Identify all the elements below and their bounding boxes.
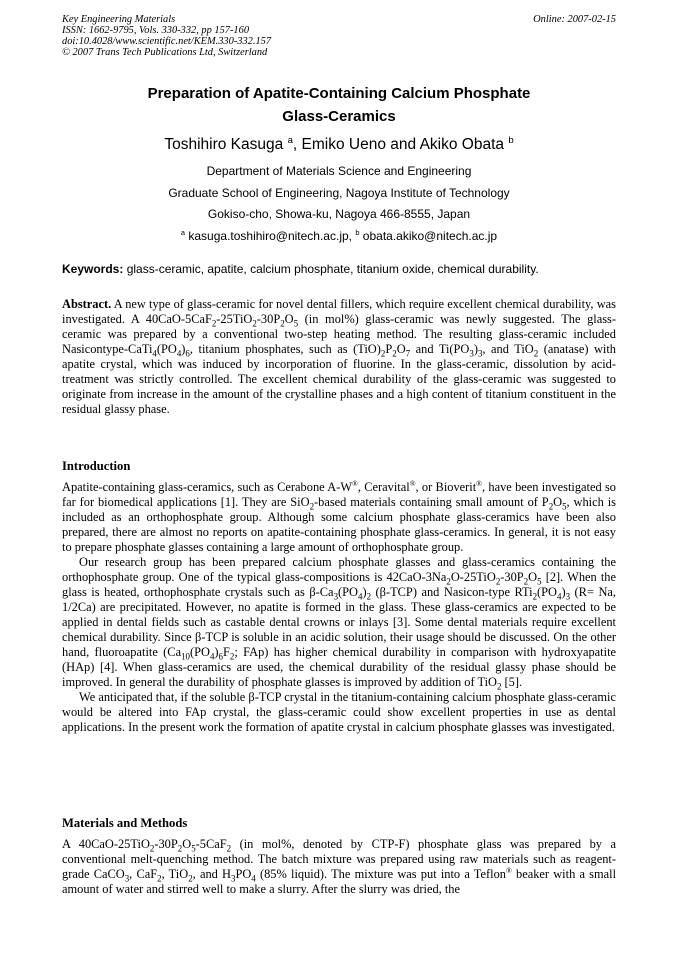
subscript: 2	[392, 348, 397, 359]
intro-paragraph-1	[62, 480, 616, 555]
abstract-text: O	[284, 312, 294, 326]
intro-text: Our research group has been prepared calcium phosphate glasses and glass-ceramics containing the orthophosphate group. One of the typical glass-compositions is 42CaO-3Na	[62, 555, 616, 584]
email-mark-a: a	[180, 228, 186, 237]
intro-text: , Ceravital	[357, 480, 410, 494]
abstract-text: -30P	[256, 312, 281, 326]
registered-mark: ®	[476, 478, 483, 488]
abstract-text: O	[396, 342, 406, 356]
intro-text: [2]. When the glass is heated, orthophosphate crystals such as β-Ca	[62, 570, 616, 599]
subscript: 2	[252, 318, 257, 329]
subscript: 3	[333, 591, 339, 602]
subscript: 2	[188, 873, 193, 884]
subscript: 2	[446, 576, 451, 587]
subscript: 4	[556, 591, 562, 602]
subscript: 6	[218, 651, 223, 662]
methods-paragraph-1	[62, 837, 616, 897]
methods-text: O	[182, 837, 192, 851]
methods-text: , and H	[192, 867, 231, 881]
intro-text: Apatite-containing glass-ceramics, such as Cerabone A-W	[62, 480, 353, 494]
subscript: 3	[231, 873, 236, 884]
subscript: 3	[124, 873, 130, 884]
methods-text: PO	[235, 867, 252, 881]
journal-header	[62, 14, 616, 58]
affiliation-mark-b: b	[508, 134, 514, 146]
online-date: Online: 2007-02-15	[533, 14, 616, 25]
email-obata: obata.akiko@nitech.ac.jp	[359, 229, 498, 243]
methods-text: (85% liquid). The mixture was put into a Teflon	[255, 867, 506, 881]
subscript: 2	[548, 501, 554, 512]
abstract-label: Abstract.	[62, 297, 112, 311]
subscript: 4	[251, 873, 256, 884]
doi-line: doi:10.4028/www.scientific.net/KEM.330-332.157	[62, 36, 272, 47]
section-heading-methods: Materials and Methods	[62, 816, 188, 830]
affiliation-mark-a: a	[287, 134, 293, 146]
subscript: 2	[211, 318, 217, 329]
abstract-text: P	[385, 342, 393, 356]
subscript: 2	[280, 318, 285, 329]
title-line-1: Preparation of Apatite-Containing Calcium Phosphate	[147, 85, 531, 102]
author-list	[62, 135, 616, 155]
methods-text: , TiO	[161, 867, 189, 881]
subscript: 4	[152, 348, 157, 359]
intro-text: -based materials containing small amount of P	[314, 495, 549, 509]
abstract-text: (PO	[156, 342, 177, 356]
registered-mark: ®	[505, 865, 512, 875]
abstract-text: A new type of glass-ceramic for novel dental fillers, which require excellent chemical durability, was investigated. A 40CaO-5CaF	[62, 297, 616, 326]
intro-text: )	[214, 645, 219, 659]
methods-text: , CaF	[129, 867, 158, 881]
journal-name: Key Engineering Materials	[62, 14, 176, 25]
abstract-text: , titanium phosphates, such as (TiO)	[189, 342, 381, 356]
author-kasuga: Toshihiro Kasuga	[164, 136, 284, 153]
abstract-text: (anatase) with apatite crystal, which was induced by incorporation of fluorine. In the glass-ceramic, dissolution by acid-treatment was strictly controlled. The excellent chemical durability of the glass-ceramic was suggested to originate from increase in the amount of the crystalline phases and a high content of titanium constituent in the residual glassy phase.	[62, 342, 616, 416]
subscript: 2	[309, 501, 315, 512]
abstract-text: , and TiO	[482, 342, 534, 356]
intro-text: O	[553, 495, 563, 509]
intro-text: O	[528, 570, 538, 584]
abstract	[62, 297, 616, 417]
subscript: 2	[366, 591, 372, 602]
subscript: 2	[523, 576, 529, 587]
intro-text: )	[362, 585, 367, 599]
subscript: 10	[181, 651, 190, 662]
subscript: 2	[226, 843, 232, 854]
author-others: , Emiko Ueno and Akiko Obata	[292, 136, 504, 153]
subscript: 2	[177, 843, 183, 854]
intro-text: (PO	[189, 645, 210, 659]
subscript: 3	[469, 348, 474, 359]
affiliation-department: Department of Materials Science and Engineering	[206, 164, 472, 178]
intro-text: (β-TCP) and Nasicon-type RTi	[371, 585, 533, 599]
abstract-text: )	[473, 342, 478, 356]
subscript: 2	[229, 651, 235, 662]
intro-paragraph-3: We anticipated that, if the soluble β-TCP crystal in the titanium-containing calcium phosphate glass-ceramic would be altered into FAp crystal, the glass-ceramic could show excellent properties in use as dental applications. In the present work the formation of apatite crystal in calcium phosphate glasses was investigated.	[62, 690, 616, 734]
abstract-text: and Ti(PO	[410, 342, 470, 356]
subscript: 2	[533, 348, 539, 359]
subscript: 2	[149, 843, 155, 854]
intro-text: , or Bioverit	[415, 480, 477, 494]
intro-text: O-25TiO	[450, 570, 496, 584]
subscript: 3	[477, 348, 483, 359]
methods-text: A 40CaO-25TiO	[62, 837, 150, 851]
intro-text: (PO	[338, 585, 358, 599]
intro-text: , have been investigated so far for biomedical applications [1]. They are SiO	[62, 480, 616, 509]
methods-text: -5CaF	[195, 837, 227, 851]
subscript: 2	[380, 348, 386, 359]
intro-text: (R= Na, 1/2Ca) are precipitated. However, no apatite is formed in the glass. These glass-ceramics are expected to be applied in dental fields such as castable dental crowns or inlays [3]. Some dental materials require excellent chemical durability. Since β-TCP is soluble in an acidic solution, their usage should be discussed. On the other hand, fluoroapatite (Ca	[62, 585, 616, 659]
email-mark-b: b	[355, 228, 360, 237]
intro-text: (PO	[537, 585, 557, 599]
issn-line: ISSN: 1662-9795, Vols. 330-332, pp 157-160	[62, 25, 250, 36]
subscript: 5	[293, 318, 299, 329]
registered-mark: ®	[352, 478, 358, 488]
subscript: 7	[405, 348, 411, 359]
intro-text: F	[223, 645, 230, 659]
subscript: 2	[495, 576, 501, 587]
methods-text: (in mol%, denoted by CTP-F) phosphate glass was prepared by a conventional melt-quenching method. The batch mixture was prepared using raw materials such as reagent-grade CaCO	[62, 837, 616, 881]
intro-text: [5].	[501, 675, 523, 689]
methods-text: -30P	[154, 837, 178, 851]
subscript: 3	[565, 591, 571, 602]
subscript: 4	[357, 591, 363, 602]
subscript: 4	[176, 348, 182, 359]
subscript: 2	[532, 591, 538, 602]
intro-text: , which is included as an orthophosphate group. Although some calcium phosphate glass-ceramics have been also prepared, there are almost no reports on apatite-containing phosphate glass-ceramics. In general, it is not easy to prepare phosphate glasses containing a large amount of orthophosphate group.	[62, 495, 616, 554]
abstract-text: (in mol%) glass-ceramic was newly suggested. The glass-ceramic was prepared by a conventional two-step heating method. The resulting glass-ceramic included Nasicontype-CaTi	[62, 312, 616, 356]
author-emails	[62, 229, 616, 243]
section-heading-introduction: Introduction	[62, 459, 131, 473]
keywords	[62, 262, 616, 276]
email-kasuga: kasuga.toshihiro@nitech.ac.jp,	[185, 229, 356, 243]
title-line-2: Glass-Ceramics	[282, 108, 396, 125]
subscript: 5	[191, 843, 196, 854]
intro-text: )	[561, 585, 566, 599]
copyright-line: © 2007 Trans Tech Publications Ltd, Switzerland	[62, 47, 268, 58]
keywords-text: glass-ceramic, apatite, calcium phosphate, titanium oxide, chemical durability.	[123, 262, 539, 276]
abstract-text: )	[181, 342, 186, 356]
subscript: 5	[537, 576, 542, 587]
intro-paragraph-2	[62, 555, 616, 690]
subscript: 2	[157, 873, 162, 884]
registered-mark: ®	[409, 478, 416, 488]
introduction-body	[62, 480, 616, 735]
subscript: 4	[209, 651, 215, 662]
methods-text: beaker with a small amount of water and stirred well to make a slurry. After the slurry was dried, the	[62, 867, 617, 896]
affiliation-school: Graduate School of Engineering, Nagoya Institute of Technology	[168, 186, 510, 200]
subscript: 2	[497, 681, 502, 692]
methods-body	[62, 837, 616, 897]
paper-title	[62, 82, 616, 128]
intro-text: ; FAp) has higher chemical durability in comparison with hydroxyapatite (HAp) [4]. When glass-ceramics are used, the chemical durability of the residual glassy phase should be improved. In general the durability of phosphate glasses is improved by addition of TiO	[62, 645, 617, 689]
subscript: 6	[185, 348, 190, 359]
affiliation-address: Gokiso-cho, Showa-ku, Nagoya 466-8555, Japan	[207, 207, 471, 221]
abstract-text: -25TiO	[216, 312, 253, 326]
subscript: 5	[562, 501, 567, 512]
keywords-label: Keywords:	[62, 262, 124, 276]
intro-text: -30P	[500, 570, 524, 584]
